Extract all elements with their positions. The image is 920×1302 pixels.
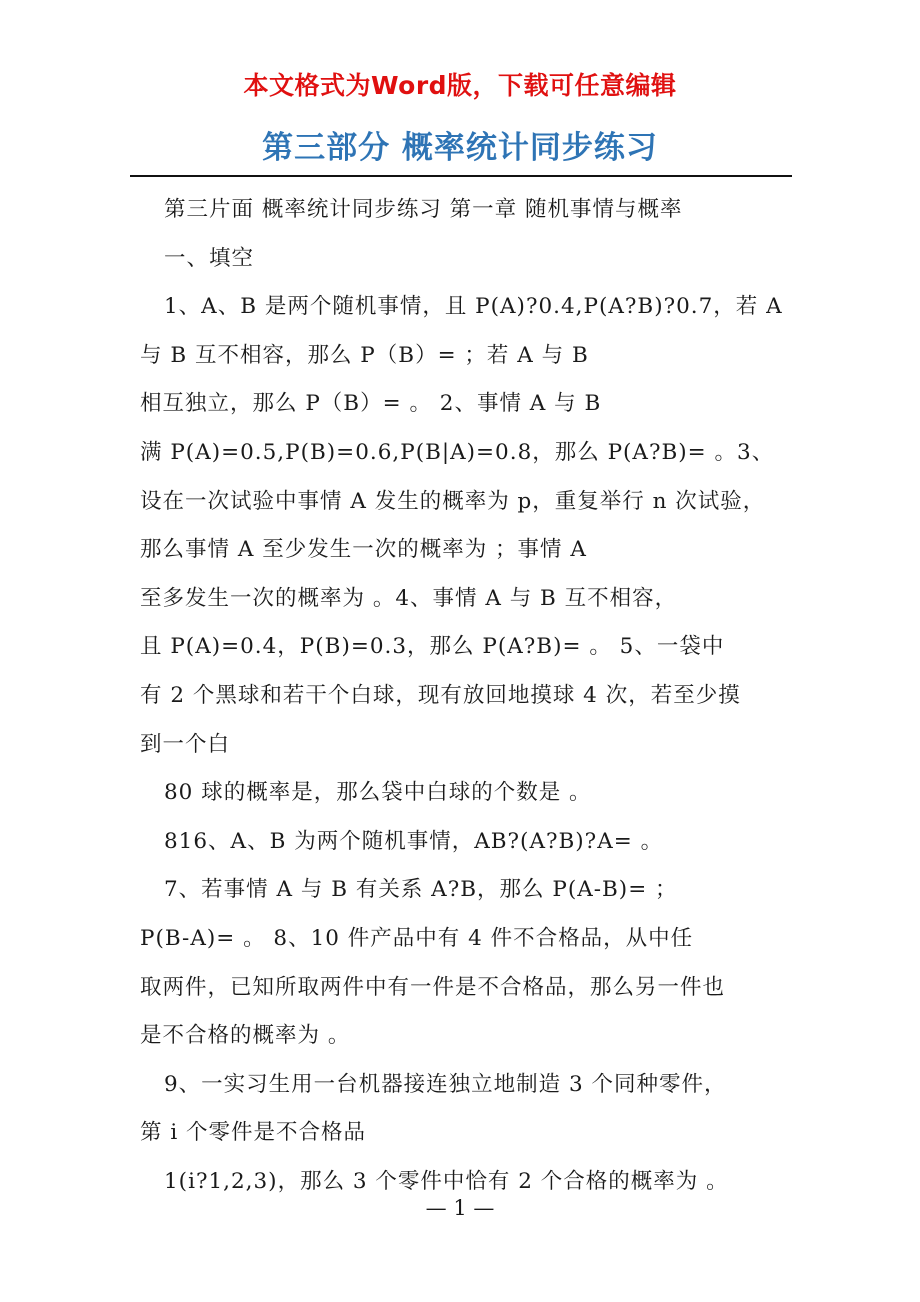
text-line: 满 P(A)=0.5,P(B)=0.6,P(B|A)=0.8，那么 P(A?B)= 。3、 — [140, 439, 775, 465]
text-line: 9、一实习生用一台机器接连独立地制造 3 个同种零件， — [164, 1071, 727, 1097]
text-line: 7、若事情 A 与 B 有关系 A?B，那么 P(A-B)= ； — [164, 877, 678, 903]
text-line: P(B-A)= 。 8、10 件产品中有 4 件不合格品，从中任 — [140, 925, 694, 951]
text-line: 设在一次试验中事情 A 发生的概率为 p，重复举行 n 次试验， — [140, 488, 766, 514]
text-line: 是不合格的概率为 。 — [140, 1023, 351, 1049]
text-line: 取两件，已知所取两件中有一件是不合格品，那么另一件也 — [140, 974, 726, 1000]
text-line: 至多发生一次的概率为 。4、事情 A 与 B 互不相容， — [140, 585, 678, 611]
text-line: 那么事情 A 至少发生一次的概率为 ；事情 A — [140, 537, 587, 563]
text-line: 到一个白 — [140, 731, 231, 757]
text-line: 与 B 互不相容，那么 P（B）= ；若 A 与 B — [140, 342, 589, 368]
text-line: 第 i 个零件是不合格品 — [140, 1120, 367, 1146]
page-title: 第三部分 概率统计同步练习 — [262, 130, 658, 166]
document-body — [140, 186, 783, 1206]
text-line: 相互独立，那么 P（B）= 。 2、事情 A 与 B — [140, 391, 602, 417]
text-line: 1、A、B 是两个随机事情，且 P(A)?0.4,P(A?B)?0.7，若 A — [164, 294, 783, 320]
page-number: — 1 — — [425, 1196, 495, 1220]
text-line: 816、A、B 为两个随机事情，AB?(A?B)?A= 。 — [164, 828, 664, 854]
section-heading: 一、填空 — [164, 245, 255, 271]
text-line: 1(i?1,2,3)，那么 3 个零件中恰有 2 个合格的概率为 。 — [164, 1168, 729, 1194]
text-line: 有 2 个黑球和若干个白球，现有放回地摸球 4 次，若至少摸 — [140, 682, 741, 708]
text-line: 80 球的概率是，那么袋中白球的个数是 。 — [164, 780, 592, 806]
text-line: 且 P(A)=0.4，P(B)=0.3，那么 P(A?B)= 。 5、一袋中 — [140, 634, 725, 660]
title-divider — [130, 175, 792, 177]
chapter-heading: 第三片面 概率统计同步练习 第一章 随机事情与概率 — [164, 197, 683, 222]
word-format-banner: 本文格式为Word版，下载可任意编辑 — [243, 71, 677, 100]
